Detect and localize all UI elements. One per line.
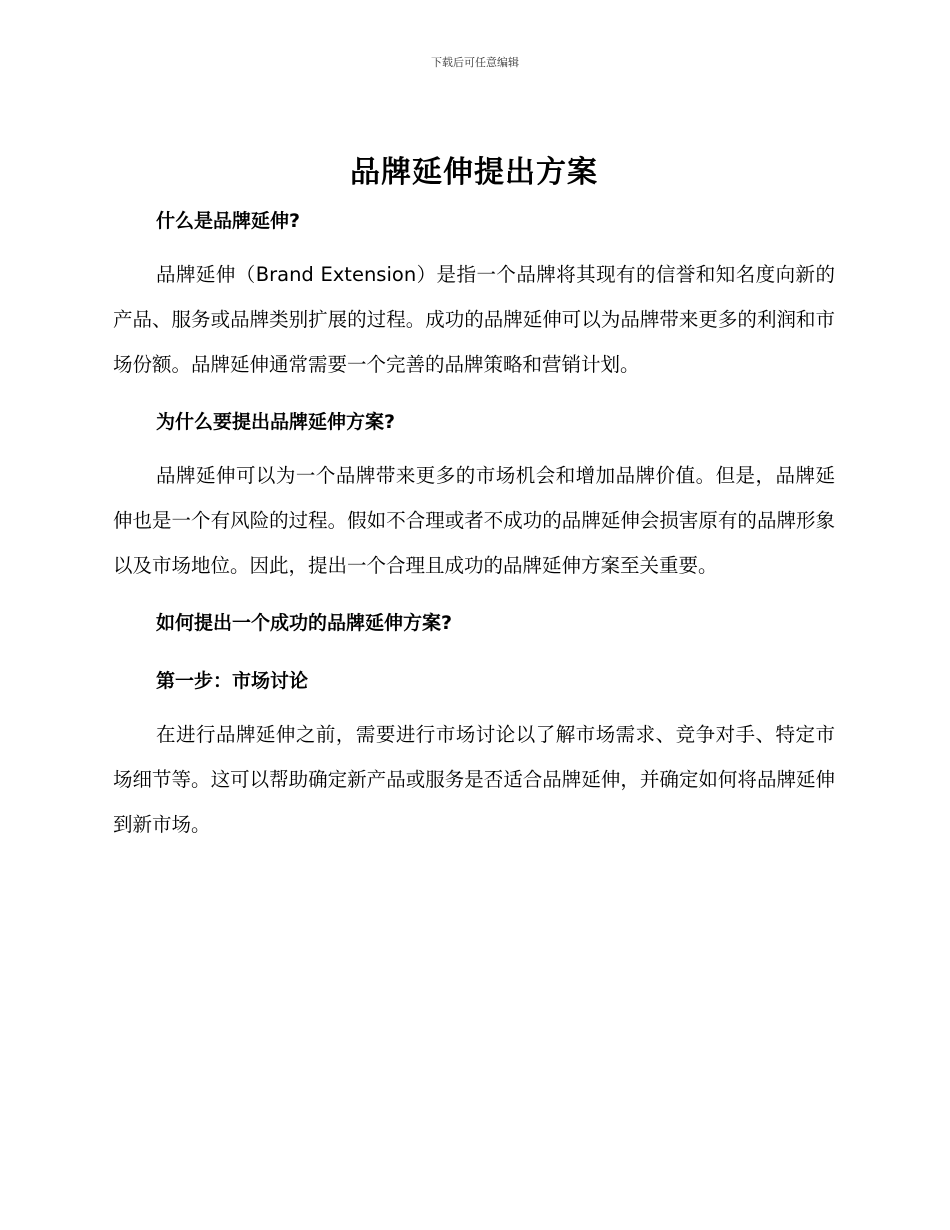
section-paragraph-what-is: 品牌延伸（Brand Extension）是指一个品牌将其现有的信誉和知名度向新的产品、服务或品牌类别扩展的过程。成功的品牌延伸可以为品牌带来更多的利润和市场份额。品牌延伸通常需要一个完善的品牌策略和营销计划。 [113, 263, 835, 376]
section-heading-what-is: 什么是品牌延伸? [156, 210, 301, 232]
document-title: 品牌延伸提出方案 [350, 155, 598, 190]
section-paragraph-why: 品牌延伸可以为一个品牌带来更多的市场机会和增加品牌价值。但是，品牌延伸也是一个有风险的过程。假如不合理或者不成功的品牌延伸会损害原有的品牌形象以及市场地位。因此，提出一个合理且成功的品牌延伸方案至关重要。 [113, 464, 835, 577]
section-paragraph-step-one: 在进行品牌延伸之前，需要进行市场讨论以了解市场需求、竞争对手、特定市场细节等。这可以帮助确定新产品或服务是否适合品牌延伸，并确定如何将品牌延伸到新市场。 [113, 723, 835, 836]
section-heading-step-one: 第一步：市场讨论 [156, 670, 309, 692]
header-note: 下载后可任意编辑 [431, 56, 519, 69]
section-heading-why: 为什么要提出品牌延伸方案? [156, 411, 396, 433]
document-body [113, 148, 835, 847]
section-heading-how: 如何提出一个成功的品牌延伸方案? [156, 612, 453, 634]
